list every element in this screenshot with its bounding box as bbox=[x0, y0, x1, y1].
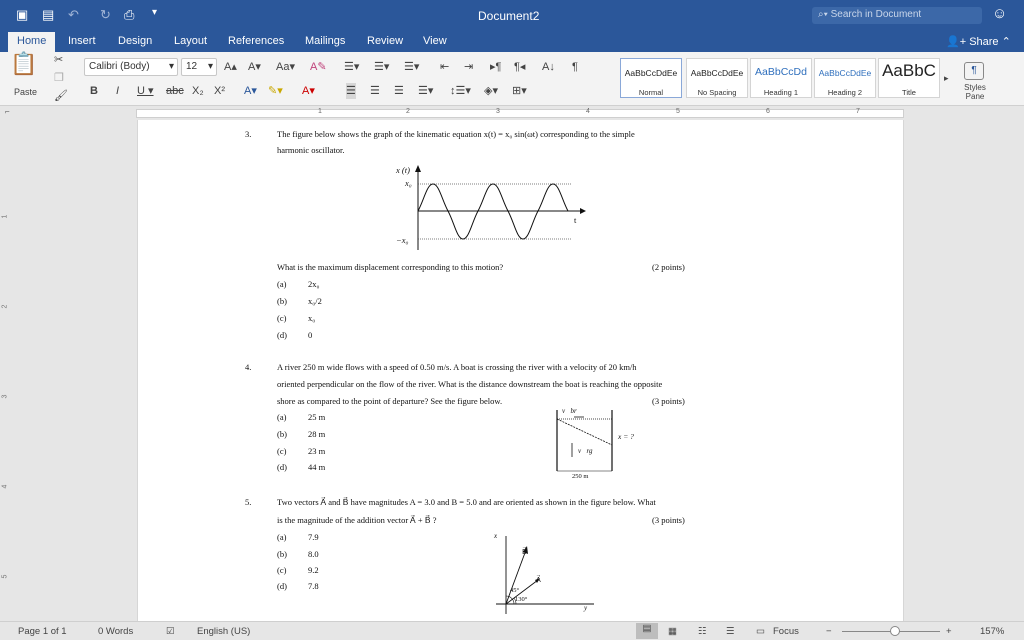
cut-icon[interactable]: ✂ bbox=[54, 54, 64, 66]
option-text: 44 m bbox=[308, 462, 326, 472]
option-text: x₀ bbox=[308, 313, 316, 323]
style-name: Heading 1 bbox=[763, 88, 799, 97]
increase-indent-icon[interactable]: ⇥ bbox=[464, 61, 474, 73]
ruler-number: 4 bbox=[586, 108, 590, 115]
style-preview: AaBbC bbox=[882, 61, 936, 80]
collapse-ribbon-icon[interactable]: ⌃ bbox=[1001, 36, 1011, 48]
points-label: (3 points) bbox=[652, 396, 685, 406]
font-name-select[interactable] bbox=[84, 58, 178, 76]
question-text: harmonic oscillator. bbox=[277, 145, 345, 155]
option-letter: (d) bbox=[277, 462, 287, 472]
strikethrough-icon[interactable]: abc bbox=[166, 85, 184, 97]
points-label: (2 points) bbox=[652, 262, 685, 272]
style-name: No Spacing bbox=[697, 88, 737, 97]
title-bar bbox=[0, 0, 1024, 32]
ribbon-tabs bbox=[0, 32, 1024, 52]
language-indicator[interactable]: English (US) bbox=[197, 626, 251, 637]
text-effects-icon[interactable]: A▾ bbox=[244, 85, 257, 97]
zoom-in-icon[interactable]: + bbox=[946, 626, 952, 637]
ruler-number: 4 bbox=[1, 484, 9, 489]
question-text: is the magnitude of the addition vector A⃗ + B⃗ ? bbox=[277, 515, 437, 525]
ruler-number: 2 bbox=[1, 304, 9, 309]
print-layout-icon[interactable]: ▤ bbox=[636, 623, 658, 639]
option-letter: (c) bbox=[277, 446, 287, 456]
tab-review[interactable]: Review bbox=[367, 35, 404, 47]
shrink-font-icon[interactable]: A▾ bbox=[248, 61, 261, 73]
option-letter: (b) bbox=[277, 429, 287, 439]
figure-label: t bbox=[574, 215, 577, 225]
draft-view-icon[interactable]: ☰ bbox=[726, 626, 735, 637]
option-letter: (a) bbox=[277, 279, 287, 289]
ruler-number: 1 bbox=[318, 108, 322, 115]
outline-view-icon[interactable]: ☷ bbox=[698, 626, 707, 637]
option-text: 7.9 bbox=[308, 532, 319, 542]
option-letter: (c) bbox=[277, 313, 287, 323]
ruler-number: 2 bbox=[406, 108, 410, 115]
figure-label: A⃗ bbox=[536, 576, 541, 584]
bullets-icon[interactable]: ☰▾ bbox=[344, 61, 360, 73]
chevron-down-icon: ▾ bbox=[207, 61, 213, 72]
question-text: Two vectors A⃗ and B⃗ have magnitudes A = 3.0 and B = 5.0 and are oriented as shown in the figure below. What bbox=[277, 497, 656, 507]
figure-label: x bbox=[494, 532, 498, 540]
align-right-icon[interactable]: ☰ bbox=[394, 85, 404, 97]
styles-more-icon[interactable]: ▸ bbox=[944, 73, 949, 83]
question-prompt: What is the maximum displacement corresponding to this motion? bbox=[277, 262, 504, 272]
figure-label: y bbox=[584, 604, 588, 612]
line-spacing-icon[interactable]: ↕☰▾ bbox=[450, 85, 471, 97]
style-name: Title bbox=[902, 88, 916, 97]
ruler-number: 6 bbox=[766, 108, 770, 115]
ruler-text-area bbox=[136, 109, 904, 118]
format-painter-icon[interactable]: 🖌 bbox=[54, 90, 68, 102]
decrease-indent-icon[interactable]: ⇤ bbox=[440, 61, 450, 73]
share-label: Share bbox=[969, 36, 999, 48]
question-text: A river 250 m wide flows with a speed of 0.50 m/s. A boat is crossing the river with a velocity of 20 km/h bbox=[277, 362, 637, 372]
option-text: 0 bbox=[308, 330, 313, 340]
status-bar bbox=[0, 621, 1024, 640]
add-person-icon: 👤+ bbox=[946, 36, 970, 48]
paste-icon[interactable]: 📋 bbox=[10, 51, 38, 76]
save-icon[interactable]: ▤ bbox=[42, 7, 55, 22]
option-text: 7.8 bbox=[308, 581, 319, 591]
option-letter: (a) bbox=[277, 532, 287, 542]
option-letter: (a) bbox=[277, 412, 287, 422]
option-text: 25 m bbox=[308, 412, 326, 422]
option-text: 9.2 bbox=[308, 565, 319, 575]
style-heading-2[interactable] bbox=[814, 58, 876, 98]
search-input[interactable] bbox=[812, 7, 982, 24]
ruler-number: 5 bbox=[1, 574, 9, 579]
sidebar-toggle-icon[interactable]: ▣ bbox=[16, 7, 29, 22]
tab-mailings[interactable]: Mailings bbox=[305, 35, 346, 47]
style-name: Heading 2 bbox=[827, 88, 863, 97]
option-text: 2x₀ bbox=[308, 279, 320, 289]
justify-icon[interactable]: ☰▾ bbox=[418, 85, 434, 97]
option-text: x₀/2 bbox=[308, 296, 322, 306]
points-label: (3 points) bbox=[652, 515, 685, 525]
option-letter: (d) bbox=[277, 581, 287, 591]
italic-icon[interactable]: I bbox=[116, 85, 120, 97]
sine-graph-figure bbox=[388, 164, 588, 254]
figure-label: −x₀ bbox=[396, 235, 409, 245]
style-normal[interactable] bbox=[620, 58, 682, 98]
highlight-icon[interactable]: ✎▾ bbox=[268, 85, 283, 97]
style-no-spacing[interactable] bbox=[686, 58, 748, 98]
vertical-ruler bbox=[0, 121, 12, 621]
figure-label: v⃗br bbox=[562, 407, 577, 415]
style-preview: AaBbCcDdEe bbox=[690, 68, 744, 78]
style-name: Normal bbox=[638, 88, 664, 97]
share-button[interactable] bbox=[946, 35, 1011, 48]
word-count[interactable]: 0 Words bbox=[98, 626, 134, 637]
tab-home[interactable]: Home bbox=[8, 32, 55, 52]
paste-label: Paste bbox=[14, 87, 38, 97]
figure-label: 45° bbox=[510, 587, 520, 594]
question-number: 5. bbox=[245, 497, 252, 507]
option-text: 28 m bbox=[308, 429, 326, 439]
style-preview: AaBbCcDd bbox=[755, 66, 807, 78]
ruler-number: 3 bbox=[496, 108, 500, 115]
ribbon bbox=[0, 52, 1024, 106]
option-letter: (b) bbox=[277, 296, 287, 306]
figure-label: x₀ bbox=[405, 178, 412, 188]
styles-pane-icon[interactable]: ¶ bbox=[964, 62, 984, 80]
style-preview: AaBbCcDdEe bbox=[818, 68, 872, 78]
question-text: The figure below shows the graph of the kinematic equation x(t) = x₀ sin(ωt) corresponding to the simple bbox=[277, 129, 635, 139]
font-name-value: Calibri (Body) bbox=[89, 61, 150, 72]
option-letter: (b) bbox=[277, 549, 287, 559]
chevron-down-icon: ▾ bbox=[168, 61, 174, 72]
figure-label: x (t) bbox=[396, 165, 410, 175]
question-number: 4. bbox=[245, 362, 252, 372]
question-text: oriented perpendicular on the flow of the river. What is the distance downstream the boat is reaching the opposite bbox=[277, 379, 663, 389]
document-page[interactable] bbox=[137, 120, 904, 622]
search-placeholder: Search in Document bbox=[830, 9, 922, 20]
question-number: 3. bbox=[245, 129, 252, 139]
figure-label: x = ? bbox=[618, 432, 634, 441]
style-title[interactable] bbox=[878, 58, 940, 98]
document-title: Document2 bbox=[478, 9, 540, 23]
tab-design[interactable]: Design bbox=[118, 35, 153, 47]
ruler-number: 5 bbox=[676, 108, 680, 115]
style-heading-1[interactable] bbox=[750, 58, 812, 98]
borders-icon[interactable]: ⊞▾ bbox=[512, 85, 527, 97]
page-count[interactable]: Page 1 of 1 bbox=[18, 626, 67, 637]
zoom-slider-handle[interactable] bbox=[890, 626, 900, 636]
underline-icon[interactable]: U ▾ bbox=[137, 85, 154, 97]
feedback-icon[interactable]: ☺ bbox=[992, 5, 1008, 22]
customize-toolbar-icon[interactable]: ▾ bbox=[152, 7, 158, 18]
ruler-number: 1 bbox=[1, 214, 9, 219]
tab-view[interactable]: View bbox=[423, 35, 447, 47]
numbering-icon[interactable]: ☰▾ bbox=[374, 61, 390, 73]
shading-icon[interactable]: ◈▾ bbox=[484, 85, 498, 97]
styles-pane-label[interactable]: Styles Pane bbox=[964, 83, 986, 101]
figure-label: B⃗ bbox=[522, 548, 527, 556]
sort-icon[interactable]: A↓ bbox=[542, 61, 555, 73]
focus-label[interactable]: Focus bbox=[773, 626, 799, 637]
option-letter: (d) bbox=[277, 330, 287, 340]
change-case-icon[interactable]: Aa▾ bbox=[276, 61, 295, 73]
tab-selector-icon[interactable]: ⌐ bbox=[5, 107, 10, 116]
grow-font-icon[interactable]: A▴ bbox=[224, 61, 237, 73]
font-size-select[interactable] bbox=[181, 58, 217, 76]
style-preview: AaBbCcDdEe bbox=[624, 68, 678, 78]
clear-formatting-icon[interactable]: A✎ bbox=[310, 61, 327, 73]
figure-label: 250 m bbox=[572, 473, 589, 480]
tab-insert[interactable]: Insert bbox=[68, 35, 96, 47]
ruler-number: 3 bbox=[1, 394, 9, 399]
tab-layout[interactable]: Layout bbox=[174, 35, 208, 47]
bold-icon[interactable]: B bbox=[90, 85, 98, 97]
superscript-icon[interactable]: X² bbox=[214, 85, 225, 97]
question-text: shore as compared to the point of departure? See the figure below. bbox=[277, 396, 503, 406]
font-size-value: 12 bbox=[186, 61, 198, 72]
copy-icon[interactable]: ❐ bbox=[54, 72, 64, 84]
align-left-icon[interactable]: ☰ bbox=[346, 85, 356, 97]
show-formatting-icon[interactable]: ¶ bbox=[572, 61, 578, 73]
search-icon: ⌕▾ bbox=[818, 9, 831, 20]
web-layout-icon[interactable]: ▦ bbox=[668, 626, 677, 637]
zoom-level[interactable]: 157% bbox=[980, 626, 1005, 637]
undo-icon[interactable]: ↶ bbox=[68, 7, 79, 22]
subscript-icon[interactable]: X₂ bbox=[192, 85, 204, 97]
ruler-number: 7 bbox=[856, 108, 860, 115]
figure-label: 130° bbox=[515, 596, 528, 603]
figure-label: v⃗rg bbox=[578, 447, 593, 455]
align-center-icon[interactable]: ☰ bbox=[370, 85, 380, 97]
proofing-icon[interactable]: ☑ bbox=[166, 626, 175, 637]
zoom-out-icon[interactable]: − bbox=[826, 626, 832, 637]
font-color-icon[interactable]: A▾ bbox=[302, 85, 315, 97]
river-boat-figure bbox=[554, 405, 634, 477]
multilevel-list-icon[interactable]: ☰▾ bbox=[404, 61, 420, 73]
print-icon[interactable]: ⎙ bbox=[124, 7, 135, 22]
ltr-icon[interactable]: ▸¶ bbox=[490, 61, 502, 73]
focus-icon[interactable]: ▭ bbox=[756, 626, 765, 637]
option-text: 23 m bbox=[308, 446, 326, 456]
tab-references[interactable]: References bbox=[228, 35, 285, 47]
option-text: 8.0 bbox=[308, 549, 319, 559]
redo-icon[interactable]: ↻ bbox=[100, 7, 111, 22]
option-letter: (c) bbox=[277, 565, 287, 575]
rtl-icon[interactable]: ¶◂ bbox=[514, 61, 526, 73]
